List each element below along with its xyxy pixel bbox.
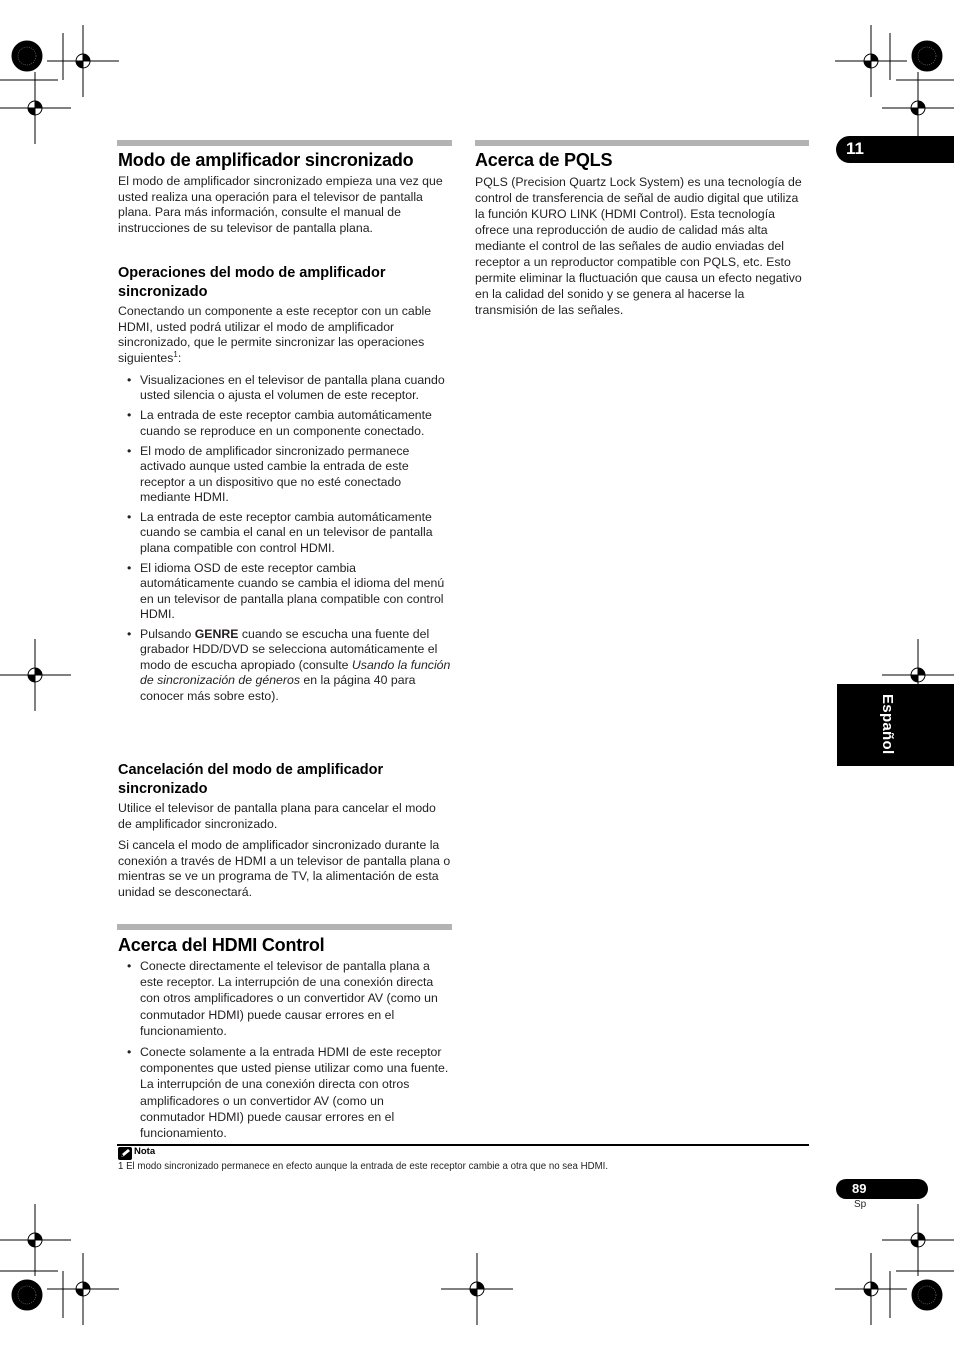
footnote-text: 1 El modo sincronizado permanece en efecto aunque la entrada de este receptor cambie a otra que no sea HDMI. (118, 1161, 609, 1172)
section-rule (117, 140, 452, 146)
language-tab (837, 684, 954, 766)
section-title-hdmi: Acerca del HDMI Control (118, 935, 325, 955)
genre-middle: cuando se escucha una fuente del grabador HDD/DVD se selecciona automáticamente el modo de escucha apropiado (consulte (140, 627, 438, 672)
page-language-code: Sp (854, 1199, 867, 1210)
section-title-modo: Modo de amplificador sincronizado (118, 150, 414, 170)
genre-after: en la página 40 para conocer más sobre esto). (140, 673, 416, 703)
cancelacion-p2: Si cancela el modo de amplificador sincronizado durante la conexión a través de HDMI a un televisor de pantalla plana o mientras se ve un programa de TV, la alimentación de esta unidad se desconectará. (118, 838, 451, 899)
hdmi-list (118, 958, 452, 1146)
note-pencil-icon (118, 1147, 132, 1160)
genre-reference: Usando la función de sincronización de géneros (140, 657, 451, 688)
cancelacion-p1: Utilice el televisor de pantalla plana para cancelar el modo de amplificador sincronizado. (118, 801, 436, 831)
chapter-tab (836, 136, 954, 163)
modo-intro: El modo de amplificador sincronizado empieza una vez que usted realiza una operación para el televisor de pantalla plana. Para más información, consulte el manual de instrucciones de su televisor de pantalla plana. (118, 174, 443, 235)
list-item: • Conecte directamente el televisor de pantalla plana a este receptor. La interrupción de una conexión directa con otros amplificadores o un convertidor AV (como un conmutador HDMI) puede causar errores en el funcionamiento. (118, 958, 452, 1039)
language-label: Español (879, 694, 896, 755)
subheading-operaciones: Operaciones del modo de amplificador sincronizado (118, 265, 386, 300)
list-item: • Conecte solamente a la entrada HDMI de este receptor componentes que usted piense utilizar como una fuente. La interrupción de una conexión directa con otros amplificadores o un convertidor AV (como un conmutador HDMI) puede causar errores en el funcionamiento. (118, 1044, 452, 1141)
section-title-pqls: Acerca de PQLS (475, 150, 613, 170)
genre-before: Pulsando (140, 627, 195, 642)
list-item-genre (118, 627, 452, 704)
page-number-badge (836, 1179, 928, 1199)
list-item: • La entrada de este receptor cambia automáticamente cuando se reproduce en un componente conectado. (118, 408, 452, 439)
genre-key: GENRE (194, 627, 239, 642)
operaciones-intro-text: Conectando un componente a este receptor con un cable HDMI, usted podrá utilizar el modo de amplificador sincronizado, que le permite sincronizar las operaciones siguientes (118, 304, 432, 365)
chapter-number: 11 (846, 139, 864, 158)
footnote-ref: 1 (173, 349, 178, 359)
list-item: • El modo de amplificador sincronizado permanece activado aunque usted cambie la entrada de este receptor a un dispositivo que no esté conectado mediante HDMI. (118, 444, 452, 506)
operaciones-list (118, 373, 452, 709)
page-number: 89 (852, 1181, 867, 1196)
pqls-body: PQLS (Precision Quartz Lock System) es una tecnología de control de transferencia de señal de audio digital que utiliza la función KURO LINK (HDMI Control). Esta tecnología ofrece una reproducción de audio de calidad más alta mediante el control de las señales de audio enviadas del receptor a un reproductor compatible con PQLS, etc. Esto permite eliminar la fluctuación que causa un efecto negativo en la calidad del sonido y se genera al hacerse la transmisión de las señales. (475, 175, 802, 317)
section-rule (117, 924, 452, 930)
list-item: • Visualizaciones en el televisor de pantalla plana cuando usted silencia o ajusta el volumen de este receptor. (118, 373, 452, 404)
footnote-rule (117, 1144, 809, 1146)
section-rule (475, 140, 809, 146)
note-label: Nota (134, 1146, 156, 1157)
list-item: • El idioma OSD de este receptor cambia automáticamente cuando se cambia el idioma del menú en un televisor de pantalla plana compatible con control HDMI. (118, 561, 452, 623)
subheading-cancelacion: Cancelación del modo de amplificador sincronizado (118, 762, 384, 797)
list-item: • La entrada de este receptor cambia automáticamente cuando se cambia el canal en un televisor de pantalla plana compatible con control HDMI. (118, 510, 452, 556)
operaciones-intro-end: : (177, 350, 182, 365)
operaciones-intro (118, 304, 453, 366)
